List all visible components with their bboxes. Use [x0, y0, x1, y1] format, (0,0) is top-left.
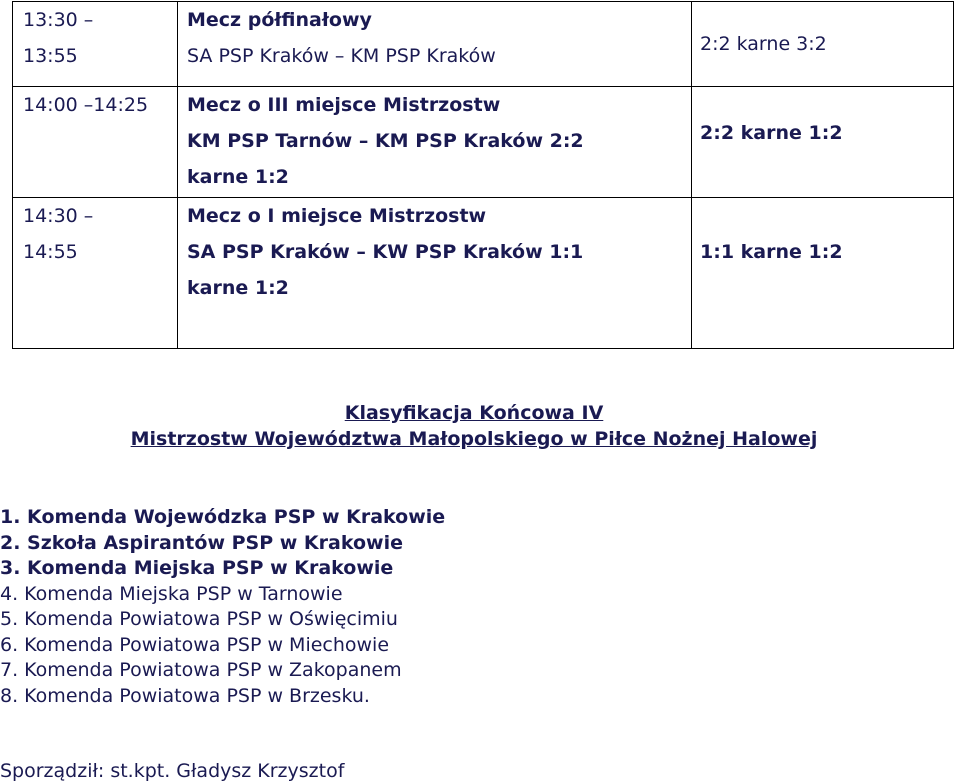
match-result: 1:1 karne 1:2: [700, 241, 843, 263]
match-result-cell: [692, 198, 954, 349]
ranking-item: 5. Komenda Powiatowa PSP w Oświęcimiu: [0, 608, 398, 630]
match-extra: karne 1:2: [187, 166, 289, 188]
match-teams: KM PSP Tarnów – KM PSP Kraków 2:2: [187, 130, 584, 152]
classification-title: Klasyfikacja Końcowa IV: [344, 402, 604, 424]
classification-subtitle: Mistrzostw Województwa Małopolskiego w Piłce Nożnej Halowej: [130, 428, 818, 450]
match-title: Mecz o I miejsce Mistrzostw: [187, 205, 487, 227]
match-desc-cell: [178, 2, 692, 87]
ranking-item: 4. Komenda Miejska PSP w Tarnowie: [0, 582, 343, 605]
ranking-item: 6. Komenda Powiatowa PSP w Miechowie: [0, 633, 390, 656]
ranking-item: 3. Komenda Miejska PSP w Krakowie: [0, 557, 394, 579]
prepared-by: Sporządził: st.kpt. Gładysz Krzysztof: [0, 760, 345, 782]
ranking-item: 8. Komenda Powiatowa PSP w Brzesku.: [0, 684, 370, 707]
match-desc-cell: [178, 198, 692, 349]
match-time-line: 14:55: [23, 241, 78, 263]
match-result: 2:2 karne 3:2: [700, 33, 827, 55]
match-title: Mecz półfinałowy: [187, 9, 372, 31]
match-teams: SA PSP Kraków – KW PSP Kraków 1:1: [187, 241, 584, 263]
match-desc-cell: [178, 87, 692, 198]
match-row: [13, 2, 954, 87]
match-results-table: [12, 1, 954, 349]
match-result-cell: [692, 87, 954, 198]
ranking-list: [0, 505, 445, 709]
match-row: [13, 87, 954, 198]
match-time-line: 14:30 –: [23, 205, 94, 227]
match-time-line: 13:30 –: [23, 9, 94, 31]
ranking-item: 7. Komenda Powiatowa PSP w Zakopanem: [0, 659, 402, 681]
match-title: Mecz o III miejsce Mistrzostw: [187, 94, 501, 116]
match-result: 2:2 karne 1:2: [700, 122, 843, 144]
match-time-line: 14:00 –14:25: [23, 94, 149, 116]
ranking-item: 1. Komenda Wojewódzka PSP w Krakowie: [0, 506, 446, 528]
match-row: [13, 198, 954, 349]
match-time-cell: [13, 2, 178, 87]
match-result-cell: [692, 2, 954, 87]
match-time-cell: [13, 198, 178, 349]
match-time-cell: [13, 87, 178, 198]
match-extra: karne 1:2: [187, 277, 289, 299]
match-teams: SA PSP Kraków – KM PSP Kraków: [187, 45, 496, 67]
match-time-line: 13:55: [23, 45, 78, 67]
ranking-item: 2. Szkoła Aspirantów PSP w Krakowie: [0, 531, 403, 554]
